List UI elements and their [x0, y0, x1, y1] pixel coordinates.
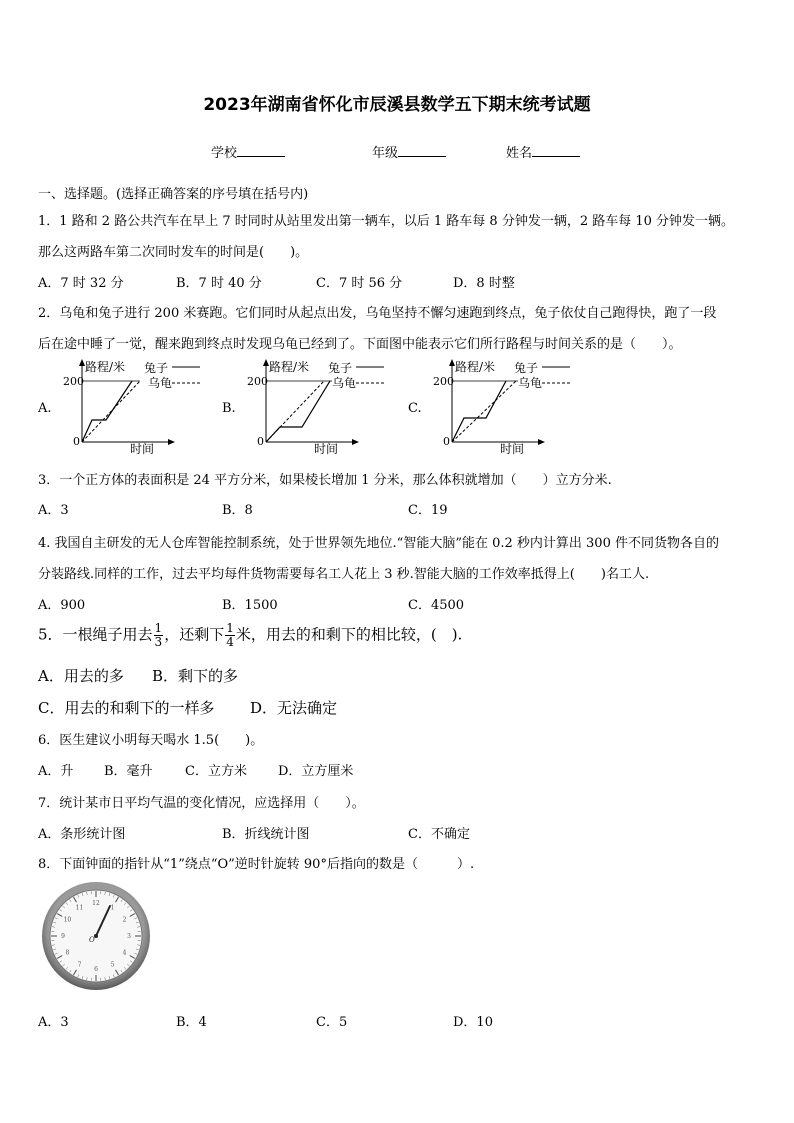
graph-c-origin: 0	[443, 435, 450, 448]
clock-number: 10	[63, 916, 72, 924]
clock-number: 6	[94, 966, 98, 973]
q2-option-b[interactable]: B.	[222, 401, 236, 416]
graph-a-ylabel: 路程/米	[85, 360, 126, 374]
graph-a-xlabel: 时间	[130, 442, 155, 456]
graph-c-rabbit-line	[452, 381, 506, 442]
q1-option-a[interactable]: A．7 时 32 分	[38, 276, 124, 291]
q2-option-a[interactable]: A.	[38, 401, 52, 416]
section-heading: 一、选择题。(选择正确答案的序号填在括号内)	[38, 187, 309, 202]
graph-a-rabbit: 兔子	[144, 361, 169, 375]
q8-option-b[interactable]: B．4	[176, 1015, 207, 1030]
q5-option-a[interactable]: A．用去的多	[38, 667, 124, 685]
grade-blank[interactable]	[398, 144, 446, 157]
graph-c-ylabel: 路程/米	[455, 360, 496, 374]
clock-number: 1	[110, 904, 115, 912]
q5-frac1-den: 3	[154, 635, 163, 649]
graph-c-rabbit: 兔子	[514, 361, 539, 375]
name-blank[interactable]	[532, 144, 580, 157]
q6-option-c[interactable]: C．立方米	[185, 764, 247, 779]
q7-option-b[interactable]: B．折线统计图	[222, 827, 310, 842]
q5-line1	[38, 622, 462, 649]
q7-line1: 7．统计某市日平均气温的变化情况，应选择用（ ）。	[38, 796, 365, 811]
page-title: 2023年湖南省怀化市辰溪县数学五下期末统考试题	[203, 95, 591, 115]
q5-frac1-num: 1	[154, 621, 163, 635]
graph-b-x-arrow	[352, 439, 359, 445]
graph-a-ymax: 200	[63, 375, 84, 388]
graph-a-origin: 0	[73, 435, 80, 448]
school-blank[interactable]	[237, 144, 285, 157]
q6-line1: 6．医生建议小明每天喝水 1.5( )。	[38, 733, 264, 748]
graph-b-rabbit-line	[266, 381, 330, 442]
q5-frac2-den: 4	[226, 635, 234, 649]
clock-number: 7	[77, 961, 82, 969]
q7-option-c[interactable]: C．不确定	[408, 827, 470, 842]
graph-b-turtle-line	[266, 381, 324, 442]
graph-b-xlabel: 时间	[314, 442, 339, 456]
graph-c-turtle: 乌龟	[518, 376, 543, 390]
q1-line2: 那么这两路车第二次同时发车的时间是( )。	[38, 245, 309, 260]
q1-line1: 1．1 路和 2 路公共汽车在早上 7 时同时从站里发出第一辆车，以后 1 路车每 8 分钟发一辆，2 路车每 10 分钟发一辆。	[38, 214, 735, 229]
grade-label: 年级	[372, 146, 399, 161]
q2-option-c[interactable]: C.	[408, 401, 422, 416]
q4-option-c[interactable]: C．4500	[408, 598, 465, 613]
graph-a-turtle-line	[82, 381, 140, 442]
graph-c	[430, 356, 580, 456]
q1-option-b[interactable]: B．7 时 40 分	[176, 276, 262, 291]
graph-a	[60, 356, 210, 456]
q3-option-c[interactable]: C．19	[408, 503, 448, 518]
q3-line1: 3．一个正方体的表面积是 24 平方分米，如果棱长增加 1 分米，那么体积就增加（ ）立方分米.	[38, 473, 612, 488]
clock-number: 5	[110, 961, 115, 969]
q7-option-a[interactable]: A．条形统计图	[38, 827, 126, 842]
q5-fraction-1	[154, 622, 164, 649]
q6-option-a[interactable]: A．升	[38, 764, 74, 779]
name-label: 姓名	[506, 146, 533, 161]
q2-line2: 后在途中睡了一觉，醒来跑到终点时发现乌龟已经到了。下面图中能表示它们所行路程与时间关系的是（ ）。	[38, 337, 682, 352]
q4-line2: 分装路线.同样的工作，过去平均每件货物需要每名工人花上 3 秒.智能大脑的工作效率抵得上( )名工人.	[38, 567, 650, 582]
clock-number: 2	[122, 916, 127, 924]
q8-option-c[interactable]: C．5	[316, 1015, 348, 1030]
graph-c-ymax: 200	[433, 375, 454, 388]
q5-fraction-2	[225, 622, 235, 649]
graph-c-x-arrow	[538, 439, 545, 445]
clock-number: 3	[127, 933, 131, 940]
clock-number: 12	[92, 900, 100, 907]
clock-number: 4	[122, 949, 127, 957]
q1-option-d[interactable]: D．8 时整	[453, 276, 515, 291]
q5-text-3: 米，用去的和剩下的相比较，( ).	[235, 625, 463, 644]
q1-option-c[interactable]: C．7 时 56 分	[316, 276, 403, 291]
graph-a-x-arrow	[168, 439, 175, 445]
school-label: 学校	[211, 146, 238, 161]
graph-b-turtle: 乌龟	[332, 376, 357, 390]
clock-number: 8	[65, 949, 70, 957]
q5-text-1: 5．一根绳子用去	[38, 625, 153, 644]
grade-field[interactable]	[372, 142, 446, 161]
q4-line1: 4. 我国自主研发的无人仓库智能控制系统，处于世界领先地位.“智能大脑”能在 0.2 秒内计算出 300 件不同货物各自的	[38, 536, 719, 551]
graph-b-origin: 0	[257, 435, 264, 448]
graph-b-ylabel: 路程/米	[269, 360, 310, 374]
q5-option-b[interactable]: B．剩下的多	[152, 667, 239, 685]
q4-option-b[interactable]: B．1500	[222, 598, 278, 613]
q4-option-a[interactable]: A．900	[38, 598, 86, 613]
graph-c-xlabel: 时间	[500, 442, 525, 456]
name-field[interactable]	[506, 142, 580, 161]
school-field[interactable]	[211, 142, 285, 161]
clock-number: 11	[75, 904, 84, 912]
q2-line1: 2．乌龟和兔子进行 200 米赛跑。它们同时从起点出发，乌龟坚持不懈匀速跑到终点，兔子依仗自己跑得快，跑了一段	[38, 306, 717, 321]
graph-b	[244, 356, 394, 456]
clock-number: 9	[61, 933, 65, 940]
q5-option-d[interactable]: D．无法确定	[250, 699, 338, 717]
q8-option-a[interactable]: A．3	[38, 1015, 69, 1030]
graph-c-turtle-line	[452, 381, 516, 442]
q5-frac2-num: 1	[226, 621, 234, 635]
clock-face	[40, 880, 152, 992]
clock-center-label: O	[89, 936, 95, 944]
q3-option-a[interactable]: A．3	[38, 503, 69, 518]
q5-text-2: ，还剩下	[164, 625, 225, 644]
q6-option-b[interactable]: B．毫升	[104, 764, 153, 779]
q6-option-d[interactable]: D．立方厘米	[278, 764, 354, 779]
q8-option-d[interactable]: D．10	[453, 1015, 493, 1030]
graph-b-rabbit: 兔子	[328, 361, 353, 375]
q8-line1: 8．下面钟面的指针从“1”绕点“O”逆时针旋转 90°后指向的数是（ ）.	[38, 857, 475, 872]
graph-b-ymax: 200	[247, 375, 268, 388]
graph-a-turtle: 乌龟	[148, 376, 173, 390]
q5-option-c[interactable]: C．用去的和剩下的一样多	[38, 699, 215, 717]
q3-option-b[interactable]: B．8	[222, 503, 253, 518]
graph-a-rabbit-line	[82, 381, 132, 442]
